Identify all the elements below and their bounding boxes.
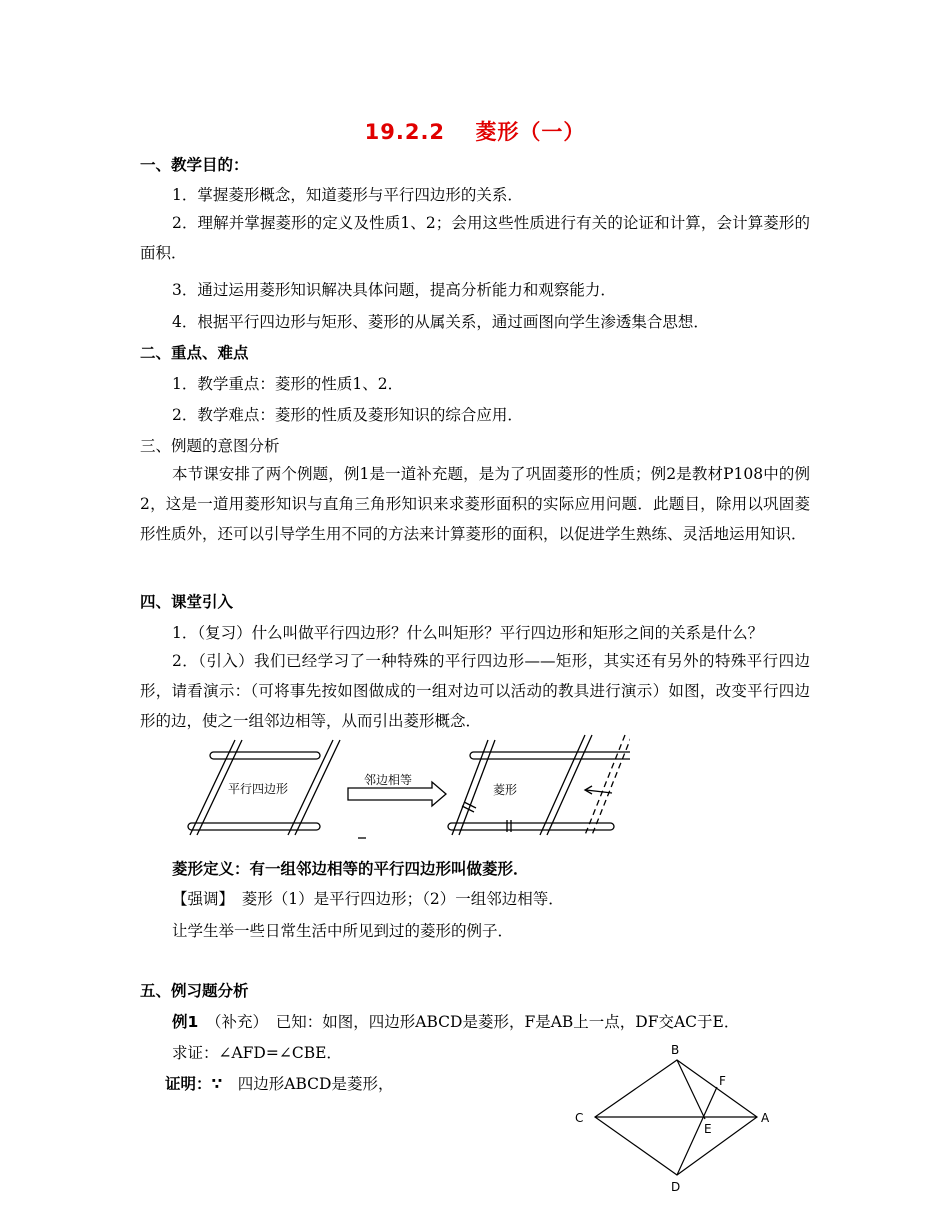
proof-text: 四边形ABCD是菱形， bbox=[222, 1075, 394, 1093]
example-1 bbox=[172, 1010, 739, 1032]
keypoint-item-2: 2．教学难点：菱形的性质及菱形知识的综合应用． bbox=[172, 406, 523, 424]
point-a-label: A bbox=[761, 1111, 770, 1125]
point-e-label: E bbox=[704, 1122, 712, 1136]
point-f-label: F bbox=[719, 1074, 726, 1088]
objective-item-3: 3．通过运用菱形知识解决具体问题，提高分析能力和观察能力． bbox=[172, 281, 616, 299]
intro-item-1: 1．（复习）什么叫做平行四边形？什么叫矩形？平行四边形和矩形之间的关系是什么？ bbox=[172, 624, 764, 642]
section-heading-3: 三、例题的意图分析 bbox=[140, 437, 280, 455]
segment-be bbox=[677, 1060, 705, 1119]
objective-item-2: 2．理解并掌握菱形的定义及性质1、2；会用这些性质进行有关的论证和计算，会计算菱形的面积． bbox=[140, 214, 810, 262]
rhombus-demo-figure bbox=[180, 730, 630, 850]
intro-item-2: 2．（引入）我们已经学习了一种特殊的平行四边形——矩形，其实还有另外的特殊平行四边形，请看演示：（可将事先按如图做成的一组对边可以活动的教具进行演示）如图，改变平行四边形的边，使之一组邻边相等，从而引出菱形概念． bbox=[140, 652, 810, 730]
example-text: （补充） 已知：如图，四边形ABCD是菱形，F是AB上一点，DF交AC于E． bbox=[198, 1013, 740, 1031]
section-heading-1: 一、教学目的： bbox=[140, 156, 249, 174]
rhombus-definition: 菱形定义：有一组邻边相等的平行四边形叫做菱形． bbox=[172, 860, 529, 878]
page-title: 19.2.2 菱形（一） bbox=[364, 120, 586, 144]
objective-item-1: 1．掌握菱形概念，知道菱形与平行四边形的关系． bbox=[172, 186, 523, 204]
intent-paragraph: 本节课安排了两个例题，例1是一道补充题，是为了巩固菱形的性质；例2是教材P108中的例2，这是一道用菱形知识与直角三角形知识来求菱形面积的实际应用问题．此题目，除用以巩固菱形性质外，还可以引导学生用不同的方法来计算菱形的面积，以促进学生熟练、灵活地运用知识． bbox=[140, 465, 810, 543]
section-heading-4: 四、课堂引入 bbox=[140, 593, 234, 611]
section-heading-5: 五、例习题分析 bbox=[140, 982, 249, 1000]
section-heading-2: 二、重点、难点 bbox=[140, 344, 249, 362]
rod-top-right bbox=[470, 752, 630, 759]
rhombus-abcd-figure bbox=[565, 1035, 785, 1195]
emphasis-note: 【强调】 菱形（1）是平行四边形；（2）一组邻边相等． bbox=[172, 890, 564, 908]
point-d-label: D bbox=[671, 1180, 681, 1194]
proof-label: 证明：∵ bbox=[165, 1075, 223, 1093]
point-b-label: B bbox=[671, 1043, 680, 1057]
proof-line bbox=[165, 1072, 393, 1094]
keypoint-item-1: 1．教学重点：菱形的性质1、2． bbox=[172, 375, 404, 393]
arrow-label: 邻边相等 bbox=[364, 773, 413, 787]
rhombus-label: 菱形 bbox=[493, 783, 518, 797]
activity-note: 让学生举一些日常生活中所见到过的菱形的例子． bbox=[172, 922, 514, 940]
objective-item-4: 4．根据平行四边形与矩形、菱形的从属关系，通过画图向学生渗透集合思想． bbox=[172, 313, 709, 331]
parallelogram-label: 平行四边形 bbox=[228, 782, 289, 796]
example-label: 例1 bbox=[172, 1013, 199, 1031]
prove-statement: 求证：∠AFD=∠CBE． bbox=[172, 1044, 342, 1062]
point-c-label: C bbox=[575, 1111, 584, 1125]
rod-bottom-right bbox=[448, 823, 614, 830]
